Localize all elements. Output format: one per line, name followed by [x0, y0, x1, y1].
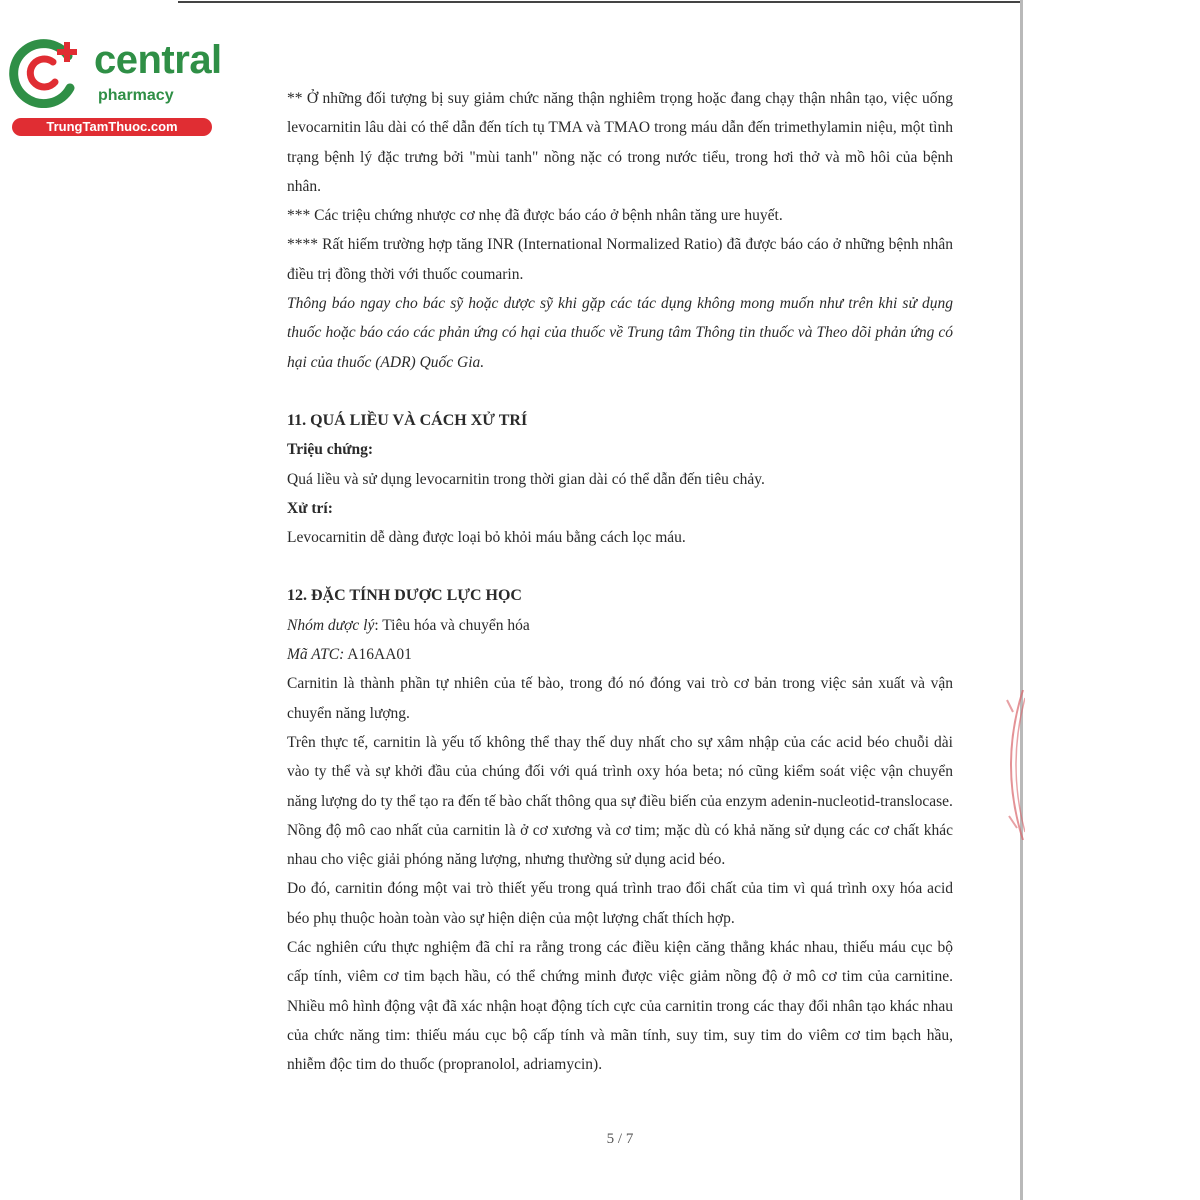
section-11-heading: 11. QUÁ LIỀU VÀ CÁCH XỬ TRÍ — [287, 411, 528, 429]
adr-notice: Thông báo ngay cho bác sỹ hoặc dược sỹ khi gặp các tác dụng không mong muốn như trên khi sử dụng thuốc hoặc báo cáo các phản ứng có hại của thuốc về Trung tâm Thông tin thuốc và Theo dõi phản ứng có hại của thuốc (ADR) Quốc Gia. — [287, 295, 953, 371]
top-rule — [178, 1, 1023, 3]
atc-code — [287, 640, 953, 669]
pharmacodynamics-paragraph: Trên thực tế, carnitin là yếu tố không thể thay thế duy nhất cho sự xâm nhập của các acid béo chuỗi dài vào ty thể và sự khởi đầu của chúng đối với quá trình oxy hóa beta; nó cũng kiểm soát việc vận chuyển năng lượng do ty thể tạo ra đến tế bào chất thông qua sự điều biến của enzym adenin-nucleotid-translocase. — [287, 733, 953, 810]
pharmacy-cross-icon — [8, 38, 86, 108]
footnote-quad-star: **** Rất hiếm trường hợp tăng INR (International Normalized Ratio) đã được báo cáo ở những bệnh nhân điều trị đồng thời với thuốc coumarin. — [287, 236, 953, 283]
page-number: 5 / 7 — [606, 1131, 634, 1147]
pharmacodynamics-paragraph: Nồng độ mô cao nhất của carnitin là ở cơ xương và cơ tim; mặc dù có khả năng sử dụng các cơ chất khác nhau cho việc giải phóng năng lượng, nhưng thường sử dụng acid béo. — [287, 821, 953, 869]
symptoms-label: Triệu chứng: — [287, 441, 374, 459]
red-stamp-fragment — [995, 690, 1025, 840]
pharmacodynamics-paragraph: Carnitin là thành phần tự nhiên của tế bào, trong đó nó đóng vai trò cơ bản trong việc sản xuất và vận chuyển năng lượng. — [287, 675, 953, 722]
atc-value: A16AA01 — [344, 646, 412, 664]
treatment-text: Levocarnitin dễ dàng được loại bỏ khỏi máu bằng cách lọc máu. — [287, 529, 686, 547]
logo-website: TrungTamThuoc.com — [46, 119, 178, 134]
group-value: : Tiêu hóa và chuyển hóa — [374, 616, 530, 634]
central-pharmacy-logo[interactable] — [8, 38, 222, 138]
section-12-heading: 12. ĐẶC TÍNH DƯỢC LỰC HỌC — [287, 587, 522, 605]
footnote-double-star: ** Ở những đối tượng bị suy giảm chức năng thận nghiêm trọng hoặc đang chạy thận nhân tạo, việc uống levocarnitin lâu dài có thể dẫn đến tích tụ TMA và TMAO trong máu dẫn đến trimethylamin niệu, một tình trạng bệnh lý đặc trưng bởi "mùi tanh" nồng nặc có trong nước tiểu, trong hơi thở và mồ hôi của bệnh nhân. — [287, 90, 953, 195]
page-edge-shadow — [1020, 0, 1023, 1200]
logo-subtitle: pharmacy — [98, 87, 174, 104]
atc-label: Mã ATC: — [287, 646, 345, 664]
pharmacodynamics-paragraph: Do đó, carnitin đóng một vai trò thiết yếu trong quá trình trao đổi chất của tim vì quá trình oxy hóa acid béo phụ thuộc hoàn toàn vào sự hiện diện của một lượng chất thích hợp. — [287, 880, 953, 927]
group-label: Nhóm dược lý — [287, 616, 375, 634]
treatment-label: Xử trí: — [287, 499, 333, 517]
pharmacodynamics-paragraph: Các nghiên cứu thực nghiệm đã chỉ ra rằng trong các điều kiện căng thẳng khác nhau, thiếu máu cục bộ cấp tính, viêm cơ tim bạch hầu, có thể chứng minh được việc giảm nồng độ ở mô cơ tim của carnitine. Nhiều mô hình động vật đã xác nhận hoạt động tích cực của carnitin trong các thay đổi nhân tạo khác nhau của chức năng tim: thiếu máu cục bộ cấp tính và mãn tính, suy tim, suy tim do viêm cơ tim bạch hầu, nhiễm độc tim do thuốc (propranolol, adriamycin). — [287, 939, 953, 1074]
logo-name: central — [94, 38, 222, 82]
footnote-triple-star: *** Các triệu chứng nhược cơ nhẹ đã được báo cáo ở bệnh nhân tăng ure huyết. — [287, 207, 783, 225]
document-body — [287, 84, 953, 1080]
symptoms-text: Quá liều và sử dụng levocarnitin trong thời gian dài có thể dẫn đến tiêu chảy. — [287, 470, 765, 488]
pharmacologic-group — [287, 611, 953, 640]
